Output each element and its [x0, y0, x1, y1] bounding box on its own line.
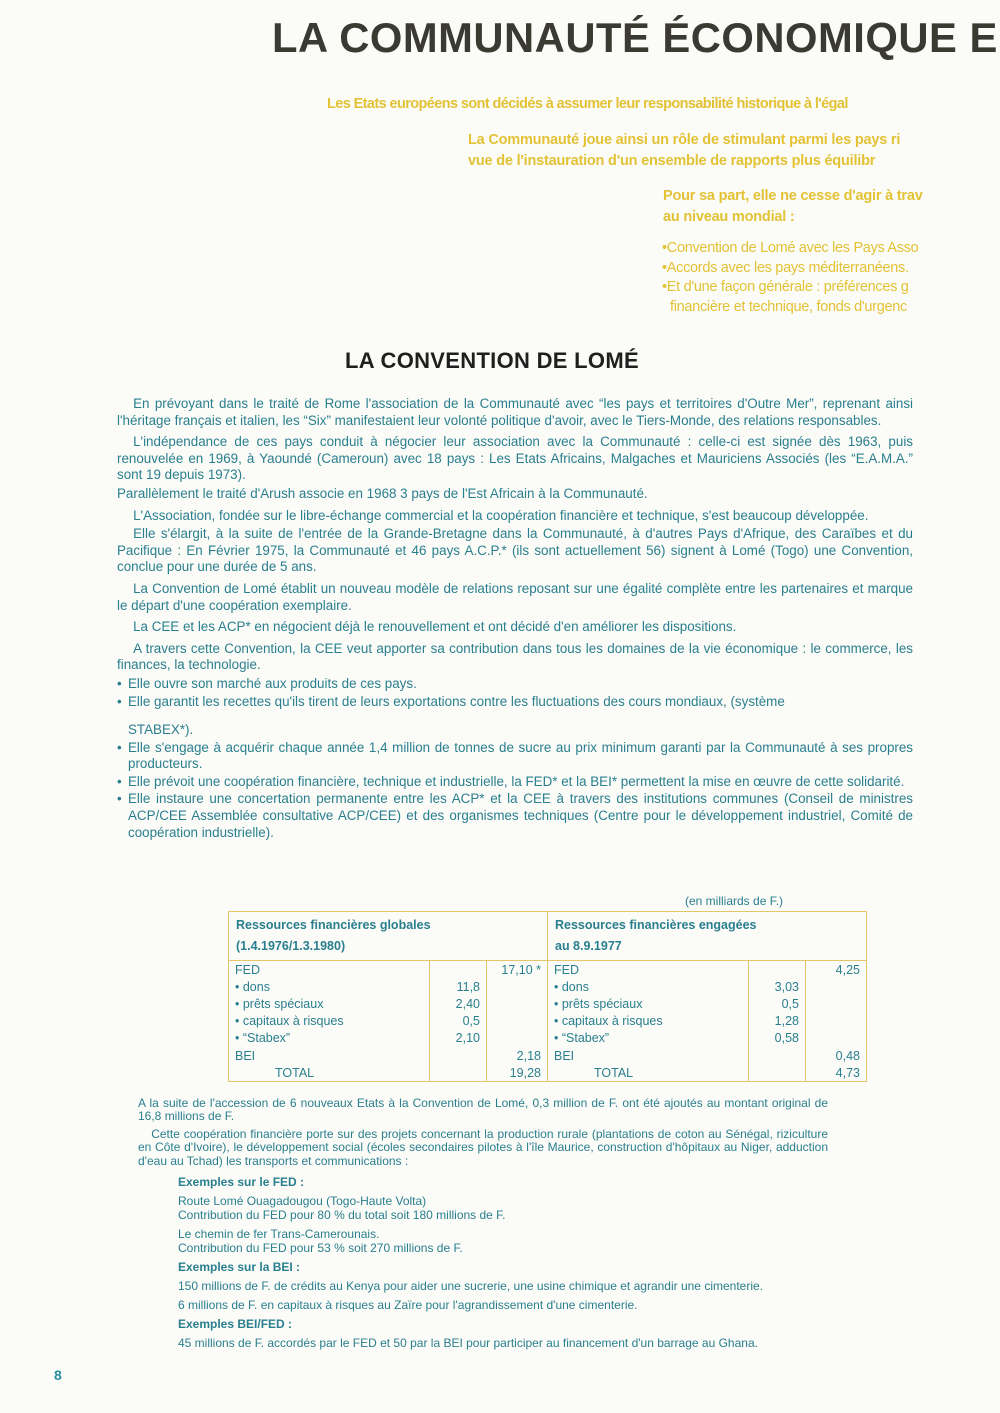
- bei-fed-examples-heading: Exemples BEI/FED :: [178, 1317, 293, 1331]
- right-row-label: TOTAL: [548, 1064, 749, 1082]
- left-total-value: [487, 995, 548, 1012]
- right-row-label: BEI: [548, 1047, 749, 1064]
- body-text: [117, 396, 913, 842]
- examples-section: [178, 1175, 828, 1355]
- left-row-label: • prêts spéciaux: [229, 995, 430, 1012]
- left-row-label: • capitaux à risques: [229, 1013, 430, 1030]
- right-total-value: [806, 995, 867, 1012]
- bei-example: 6 millions de F. en capitaux à risques au Zaïre pour l'agrandissement d'une cimenterie.: [178, 1298, 638, 1312]
- right-heading-period: au 8.9.1977: [555, 939, 622, 953]
- right-row-label: • capitaux à risques: [548, 1013, 749, 1030]
- cooperation-paragraph: Cette coopération financière porte sur des projets concernant la production rurale (plantations de coton au Sénégal, riziculture en Côte d'Ivoire), le développement social (écoles secondaires pilotes à l'île Maurice, construction d'hôpitaux au Niger, adduction d'eau au Tchad) les transports et communications :: [138, 1126, 828, 1168]
- paragraph: A travers cette Convention, la CEE veut apporter sa contribution dans tous les domaines de la vie économique : le commerce, les finances, la technologie.: [117, 640, 913, 673]
- right-total-value: 4,25: [806, 961, 867, 979]
- left-sub-value: [430, 1047, 487, 1064]
- bei-example: 150 millions de F. de crédits au Kenya pour aider une sucrerie, une usine chimique et agrandir une cimenterie.: [178, 1279, 763, 1293]
- table-row: [229, 995, 867, 1012]
- left-total-value: [487, 1030, 548, 1047]
- intro-paragraph-2: [468, 130, 900, 172]
- right-row-label: • “Stabex”: [548, 1030, 749, 1047]
- left-sub-value: [430, 961, 487, 979]
- bei-fed-example: 45 millions de F. accordés par le FED et 50 par la BEI pour participer au financement d'un barrage au Ghana.: [178, 1336, 758, 1350]
- left-heading-title: Ressources financières globales: [236, 918, 431, 932]
- left-total-value: [487, 978, 548, 995]
- intro-list-continuation: financière et technique, fonds d'urgenc: [670, 298, 907, 315]
- paragraph: En prévoyant dans le traité de Rome l'association de la Communauté avec “les pays et territoires d'Outre Mer”, reprenant ainsi l'héritage français et italien, les “Six” manifestaient leur volonté politique d'avoir, avec le Tiers-Monde, des relations responsables.: [117, 396, 913, 428]
- intro-list-item: •Convention de Lomé avec les Pays Asso: [662, 240, 919, 256]
- table-row: [229, 1047, 867, 1064]
- left-row-label: TOTAL: [229, 1064, 430, 1082]
- right-row-label: • prêts spéciaux: [548, 995, 749, 1012]
- left-row-label: BEI: [229, 1047, 430, 1064]
- right-sub-value: 1,28: [749, 1013, 806, 1030]
- intro-list-item: •Accords avec les pays méditerranéens.: [662, 259, 909, 276]
- right-total-value: 0,48: [806, 1047, 867, 1064]
- table-row: [229, 961, 867, 979]
- bullet-continuation: STABEX*).: [128, 722, 194, 738]
- fed-example: [178, 1227, 828, 1255]
- intro-line-1: Les Etats européens sont décidés à assumer leur responsabilité historique à l'égal: [327, 96, 848, 112]
- right-sub-value: 3,03: [749, 978, 806, 995]
- intro-line-3a: Pour sa part, elle ne cesse d'agir à trav: [663, 188, 923, 204]
- left-heading-period: (1.4.1976/1.3.1980): [236, 939, 346, 953]
- left-sub-value: 11,8: [430, 978, 487, 995]
- bullet-list: [117, 676, 913, 841]
- left-sub-value: 2,40: [430, 995, 487, 1012]
- right-sub-value: 0,5: [749, 995, 806, 1012]
- fed-example: [178, 1194, 828, 1222]
- right-heading-title: Ressources financières engagées: [555, 918, 757, 932]
- right-sub-value: [749, 961, 806, 979]
- right-sub-value: [749, 1064, 806, 1082]
- intro-paragraph-3: [663, 186, 923, 228]
- bullet-item: • Elle s'engage à acquérir chaque année 1,4 million de tonnes de sucre au prix minimum garanti par la Communauté à ses propres producteurs.: [117, 740, 913, 773]
- intro-list: [662, 239, 918, 317]
- resources-table: [228, 911, 867, 1082]
- page-title: LA COMMUNAUTÉ ÉCONOMIQUE E: [272, 14, 998, 61]
- right-row-label: • dons: [548, 978, 749, 995]
- paragraph: L'Association, fondée sur le libre-échange commercial et la coopération financière et technique, s'est beaucoup développée.: [133, 507, 869, 523]
- fed-examples-heading: Exemples sur le FED :: [178, 1175, 305, 1189]
- table-row: [229, 1013, 867, 1030]
- left-sub-value: 2,10: [430, 1030, 487, 1047]
- intro-line-2a: La Communauté joue ainsi un rôle de stimulant parmi les pays ri: [468, 132, 901, 148]
- fed-example-line: Contribution du FED pour 80 % du total soit 180 millions de F.: [178, 1208, 506, 1222]
- fed-example-line: Le chemin de fer Trans-Camerounais.: [178, 1227, 380, 1241]
- accession-note: A la suite de l'accession de 6 nouveaux Etats à la Convention de Lomé, 0,3 million de F. ont été ajoutés au montant original de 16,8 millions de F.: [138, 1096, 828, 1124]
- left-total-value: 17,10 *: [487, 961, 548, 979]
- table-body: [229, 961, 867, 1082]
- table-footnotes: [138, 1097, 828, 1172]
- paragraph: L'indépendance de ces pays conduit à négocier leur association avec la Communauté : celle-ci est signée dès 1963, puis renouvelée en 1969, à Yaoundé (Cameroun) avec 18 pays : Les Etats Africains, Malgaches et Mauriciens Associés (les “E.A.M.A.” sont 19 depuis 1973).: [117, 434, 913, 483]
- right-sub-value: 0,58: [749, 1030, 806, 1047]
- section-title: LA CONVENTION DE LOMÉ: [345, 348, 639, 373]
- intro-line-3b: au niveau mondial :: [663, 209, 795, 225]
- table-row: [229, 978, 867, 995]
- right-total-value: [806, 1030, 867, 1047]
- right-sub-value: [749, 1047, 806, 1064]
- right-table-heading: [548, 912, 867, 961]
- left-total-value: 19,28: [487, 1064, 548, 1082]
- right-total-value: [806, 978, 867, 995]
- table-row: [229, 1030, 867, 1047]
- left-table-heading: [229, 912, 548, 961]
- left-row-label: • dons: [229, 978, 430, 995]
- paragraph: Elle s'élargit, à la suite de l'entrée de la Grande-Bretagne dans la Communauté, à d'autres Pays d'Afrique, des Caraïbes et du Pacifique : En Février 1975, la Communauté et 46 pays A.C.P.* (ils sont actuellement 56) signent à Lomé (Togo) une Convention, conclue pour une durée de 5 ans.: [117, 526, 913, 575]
- right-row-label: FED: [548, 961, 749, 979]
- right-total-value: [806, 1013, 867, 1030]
- bei-examples-heading: Exemples sur la BEI :: [178, 1260, 301, 1274]
- page-number: 8: [54, 1367, 62, 1383]
- bullet-item: [117, 694, 913, 739]
- intro-list-item: •Et d'une façon générale : préférences g: [662, 279, 909, 295]
- left-total-value: 2,18: [487, 1047, 548, 1064]
- fed-example-line: Contribution du FED pour 53 % soit 270 millions de F.: [178, 1241, 463, 1255]
- bullet-item: • Elle ouvre son marché aux produits de ces pays.: [117, 676, 913, 693]
- left-total-value: [487, 1013, 548, 1030]
- intro-line-2b: vue de l'instauration d'un ensemble de rapports plus équilibr: [468, 153, 876, 169]
- fed-example-line: Route Lomé Ouagadougou (Togo-Haute Volta): [178, 1194, 427, 1208]
- table-unit-note: (en milliards de F.): [685, 894, 784, 908]
- table-row: [229, 1064, 867, 1082]
- left-row-label: • “Stabex”: [229, 1030, 430, 1047]
- bullet-item: • Elle prévoit une coopération financière, technique et industrielle, la FED* et la BEI* permettent la mise en œuvre de cette solidarité.: [117, 774, 913, 791]
- paragraph: La Convention de Lomé établit un nouveau modèle de relations reposant sur une égalité complète entre les partenaires et marque le départ d'une coopération exemplaire.: [117, 580, 913, 613]
- paragraph: La CEE et les ACP* en négocient déjà le renouvellement et ont décidé d'en améliorer les dispositions.: [133, 619, 737, 635]
- bullet-item: • Elle instaure une concertation permanente entre les ACP* et la CEE à travers des institutions communes (Conseil de ministres ACP/CEE Assemblée consultative ACP/CEE) et des organismes techniques (Centre pour le développement industriel, Comité de coopération industrielle).: [117, 791, 913, 841]
- left-sub-value: 0,5: [430, 1013, 487, 1030]
- paragraph: Parallèlement le traité d'Arush associe en 1968 3 pays de l'Est Africain à la Communauté.: [117, 485, 648, 501]
- left-sub-value: [430, 1064, 487, 1082]
- table-header-row: [229, 912, 867, 961]
- left-row-label: FED: [229, 961, 430, 979]
- bullet-text: Elle garantit les recettes qu'ils tirent de leurs exportations contre les fluctuations des cours mondiaux, (système: [128, 693, 785, 709]
- right-total-value: 4,73: [806, 1064, 867, 1082]
